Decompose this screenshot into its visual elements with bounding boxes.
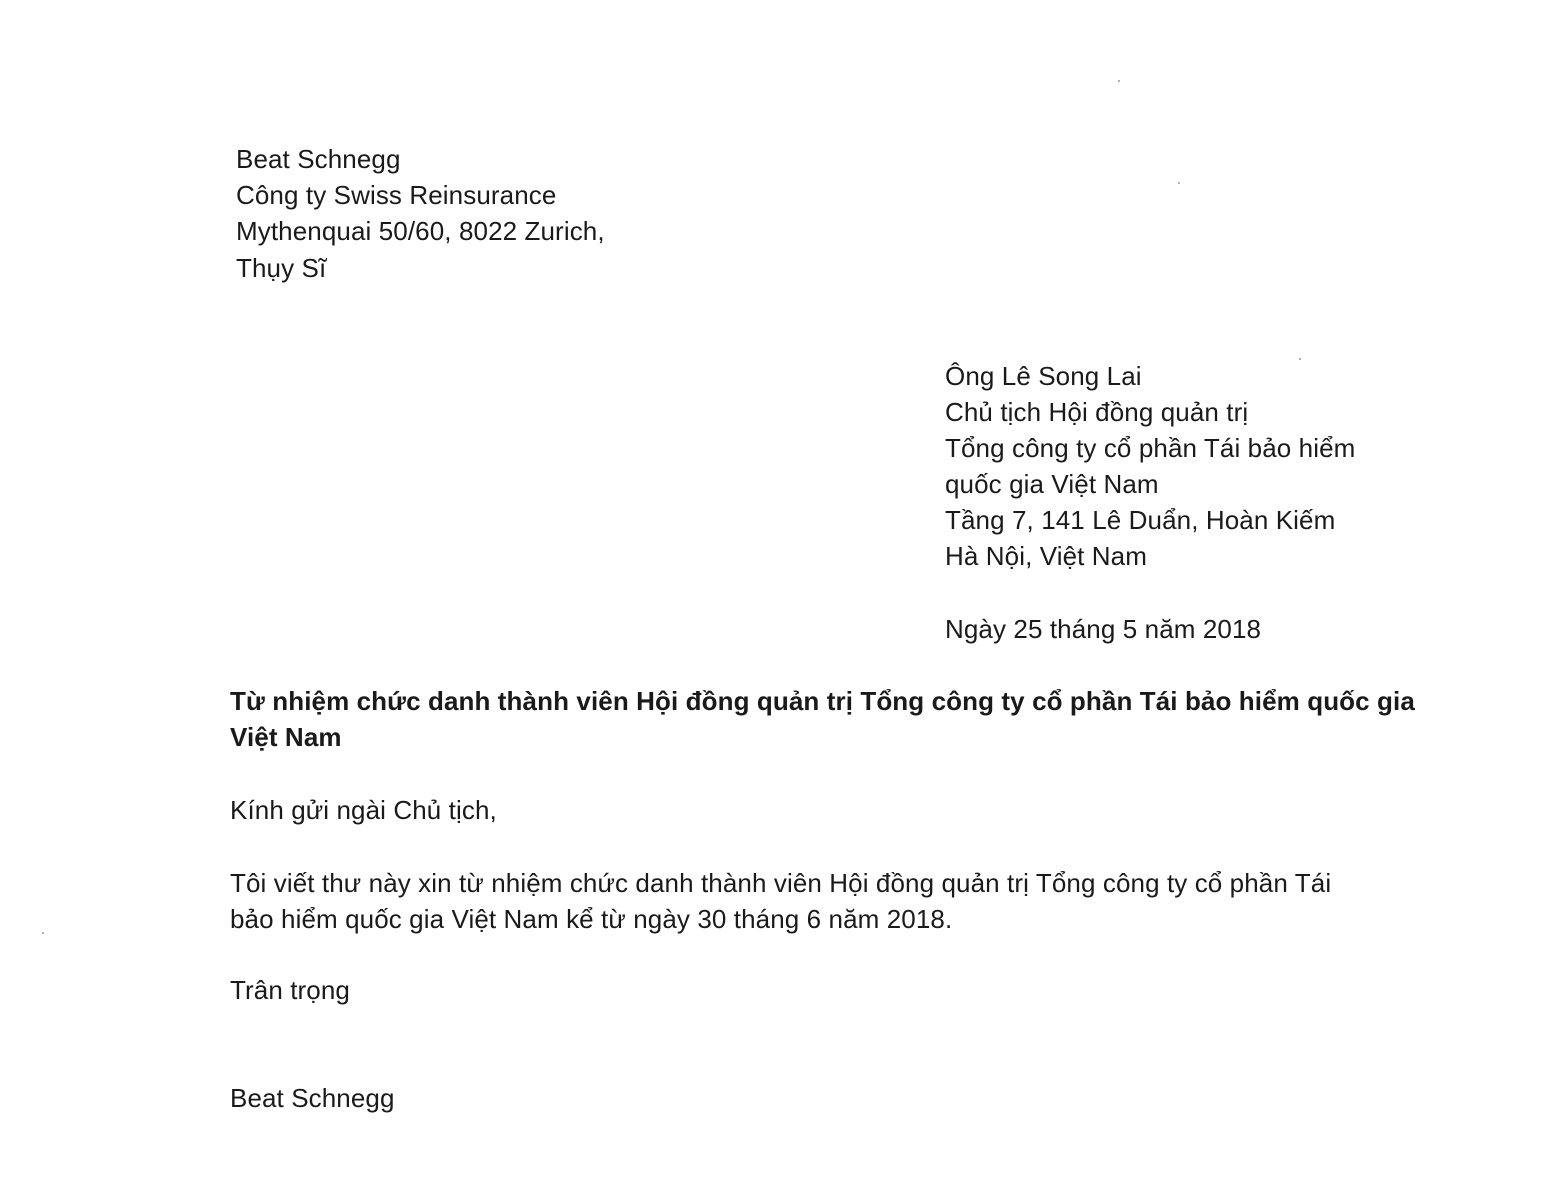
body-line1: Tôi viết thư này xin từ nhiệm chức danh thành viên Hội đồng quản trị Tổng công ty cổ phần Tái [230, 868, 1332, 898]
sender-name: Beat Schnegg [236, 144, 401, 174]
recipient-title: Chủ tịch Hội đồng quản trị [945, 397, 1249, 427]
signature-name: Beat Schnegg [230, 1083, 395, 1113]
sender-address-line2: Thụy Sĩ [236, 253, 327, 283]
sender-address-line1: Mythenquai 50/60, 8022 Zurich, [236, 216, 605, 246]
recipient-address-line1: Tầng 7, 141 Lê Duẩn, Hoàn Kiếm [945, 505, 1336, 535]
subject-line1: Từ nhiệm chức danh thành viên Hội đồng quản trị Tổng công ty cổ phần Tái bảo hiểm quốc gia [230, 686, 1415, 716]
recipient-name: Ông Lê Song Lai [945, 361, 1142, 391]
subject-line2: Việt Nam [230, 722, 342, 752]
scan-speck [1178, 182, 1180, 184]
sender-company: Công ty Swiss Reinsurance [236, 180, 557, 210]
recipient-company-line2: quốc gia Việt Nam [945, 469, 1159, 499]
salutation: Kính gửi ngài Chủ tịch, [230, 795, 497, 825]
body-line2: bảo hiểm quốc gia Việt Nam kể từ ngày 30 tháng 6 năm 2018. [230, 904, 953, 934]
scan-speck [42, 932, 44, 934]
closing: Trân trọng [230, 975, 350, 1005]
letter-date: Ngày 25 tháng 5 năm 2018 [945, 614, 1262, 644]
recipient-address-line2: Hà Nội, Việt Nam [945, 541, 1147, 571]
scan-speck [1118, 80, 1120, 82]
scan-speck [1299, 358, 1301, 360]
recipient-company-line1: Tổng công ty cổ phần Tái bảo hiểm [945, 433, 1356, 463]
